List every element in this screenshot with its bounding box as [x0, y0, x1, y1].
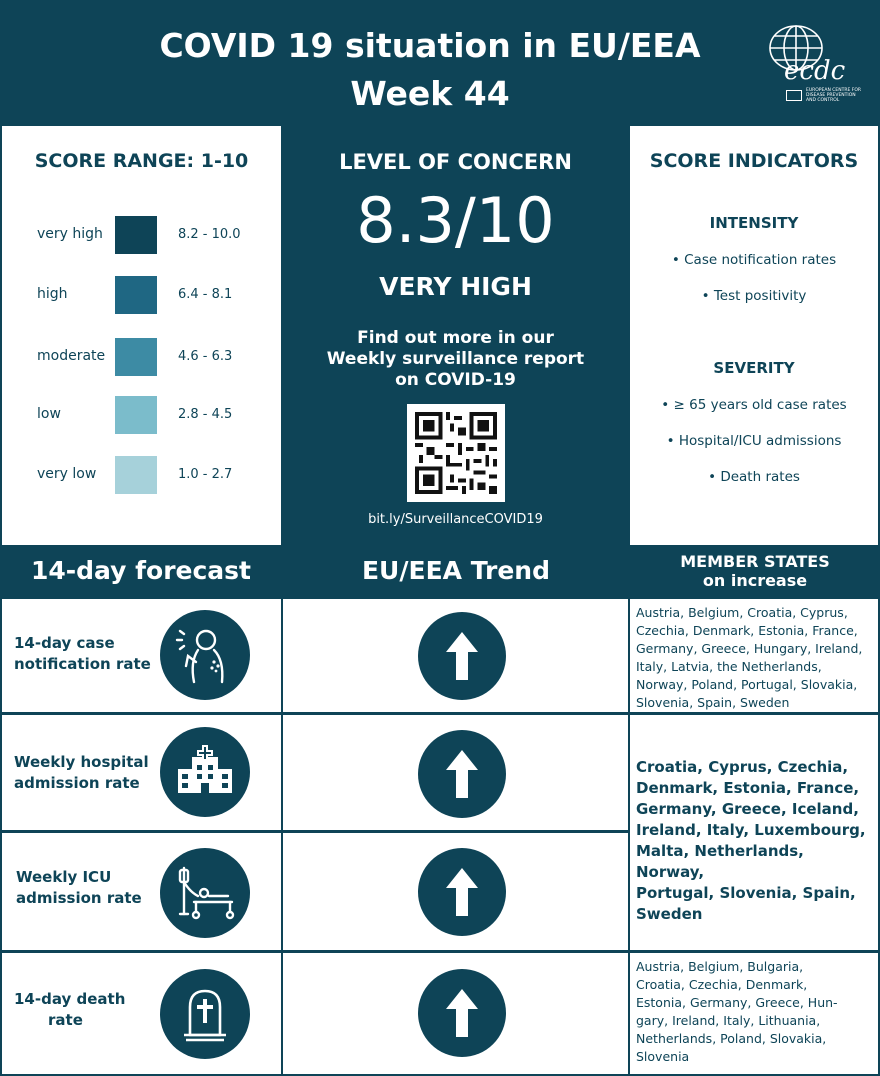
member-states-header — [630, 547, 880, 597]
score-range-panel — [2, 126, 281, 545]
member-states-line: Slovenia — [636, 1049, 690, 1064]
score-level-very-low — [2, 456, 281, 496]
indicator-item: • Death rates — [708, 469, 800, 485]
icu-bed-icon — [160, 848, 250, 938]
member-states-line: Sweden — [636, 905, 703, 923]
find-more-line: Find out more in our — [357, 328, 554, 348]
member-states-hospital-icu — [630, 715, 878, 950]
trend-header: EU/EEA Trend — [361, 556, 550, 585]
row-label — [16, 867, 142, 909]
forecast-row-deaths — [2, 953, 281, 1074]
logo-subtext: EUROPEAN CENTRE FOR DISEASE PREVENTION AND CONTROL — [806, 88, 861, 103]
score-level-range: 1.0 - 2.7 — [178, 467, 233, 482]
member-states-line: Ireland, Italy, Luxembourg, — [636, 821, 866, 839]
score-color-swatch — [115, 396, 157, 434]
member-states-header-line: on increase — [702, 571, 808, 590]
score-indicators-panel — [630, 126, 878, 545]
member-states-line: Austria, Belgium, Bulgaria, — [636, 959, 804, 974]
score-color-swatch — [115, 338, 157, 376]
concern-score: 8.3/10 — [356, 184, 555, 257]
score-color-swatch — [115, 216, 157, 254]
member-states-line: Croatia, Czechia, Denmark, — [636, 977, 808, 992]
score-level-label: low — [37, 406, 61, 422]
member-states-cases — [630, 599, 878, 712]
score-color-swatch — [115, 456, 157, 494]
member-states-line: Germany, Greece, Iceland, — [636, 800, 859, 818]
score-range-title: SCORE RANGE: 1-10 — [34, 150, 249, 172]
member-states-line: Czechia, Denmark, Estonia, France, — [636, 623, 858, 638]
score-level-label: moderate — [37, 348, 106, 364]
member-states-line: gary, Ireland, Italy, Lithuania, — [636, 1013, 821, 1028]
member-states-line: Denmark, Estonia, France, — [636, 779, 860, 797]
level-of-concern-panel — [283, 126, 628, 545]
row-label-line: notification rate — [14, 655, 151, 673]
indicator-item: • Test positivity — [701, 288, 807, 304]
member-states-line: Slovenia, Spain, Sweden — [636, 695, 790, 710]
member-states-line: Italy, Latvia, the Netherlands, — [636, 659, 822, 674]
row-label — [14, 752, 149, 794]
intensity-title: INTENSITY — [709, 214, 799, 232]
score-level-moderate — [2, 338, 281, 378]
forecast-row-hospital — [2, 715, 281, 830]
page-title: COVID 19 situation in EU/EEA — [159, 26, 701, 65]
trend-row-cases — [283, 599, 628, 712]
row-label-line: admission rate — [14, 774, 140, 792]
arrow-up-icon — [418, 848, 506, 936]
arrow-up-icon — [418, 730, 506, 818]
eu-flag-icon — [786, 90, 802, 101]
score-level-range: 4.6 - 6.3 — [178, 349, 233, 364]
indicator-item: • Case notification rates — [671, 252, 837, 268]
row-label-line: admission rate — [16, 889, 142, 907]
member-states-line: Estonia, Germany, Greece, Hun- — [636, 995, 838, 1010]
score-color-swatch — [115, 276, 157, 314]
member-states-line: Croatia, Cyprus, Czechia, — [636, 758, 849, 776]
member-states-list — [636, 757, 872, 925]
score-level-label: very high — [37, 226, 103, 242]
surveillance-link[interactable]: bit.ly/SurveillanceCOVID19 — [368, 512, 543, 527]
score-level-range: 6.4 - 8.1 — [178, 287, 233, 302]
member-states-line: Malta, Netherlands, Norway, — [636, 842, 804, 881]
score-level-low — [2, 396, 281, 436]
gravestone-icon — [160, 969, 250, 1059]
qr-code-icon — [415, 412, 497, 494]
find-more-line: Weekly surveillance report — [326, 349, 585, 369]
find-more-line: on COVID-19 — [395, 370, 516, 390]
qr-code[interactable] — [407, 404, 505, 502]
arrow-up-icon — [418, 969, 506, 1057]
header — [0, 0, 880, 124]
row-label-line: rate — [48, 1011, 83, 1029]
score-level-range: 2.8 - 4.5 — [178, 407, 233, 422]
forecast-row-icu — [2, 833, 281, 950]
row-label — [14, 633, 151, 675]
row-label-line: 14-day case — [14, 634, 115, 652]
trend-row-deaths — [283, 953, 628, 1074]
indicator-item: • ≥ 65 years old case rates — [661, 397, 847, 413]
row-label-line: Weekly hospital — [14, 753, 149, 771]
concern-level: VERY HIGH — [379, 272, 532, 301]
member-states-list — [636, 958, 874, 1066]
forecast-header: 14-day forecast — [30, 556, 252, 585]
member-states-line: Germany, Greece, Hungary, Ireland, — [636, 641, 863, 656]
member-states-line: Norway, Poland, Portugal, Slovakia, — [636, 677, 858, 692]
week-title: Week 44 — [350, 74, 510, 113]
member-states-line: Netherlands, Poland, Slovakia, — [636, 1031, 827, 1046]
score-level-range: 8.2 - 10.0 — [178, 227, 241, 242]
coughing-person-icon — [160, 610, 250, 700]
member-states-list — [636, 604, 874, 712]
score-level-high — [2, 276, 281, 316]
indicators-title: SCORE INDICATORS — [649, 150, 859, 172]
member-states-deaths — [630, 953, 878, 1074]
hospital-icon — [160, 727, 250, 817]
member-states-header-line: MEMBER STATES — [680, 552, 830, 571]
arrow-up-icon — [418, 612, 506, 700]
logo-text: ecdc — [784, 56, 846, 86]
row-label-line: 14-day death — [14, 990, 126, 1008]
find-more-text — [283, 328, 628, 391]
indicator-item: • Hospital/ICU admissions — [666, 433, 842, 449]
member-states-line: Austria, Belgium, Croatia, Cyprus, — [636, 605, 848, 620]
row-label-line: Weekly ICU — [16, 868, 112, 886]
trend-row-icu — [283, 833, 628, 950]
forecast-row-cases — [2, 599, 281, 712]
row-label — [14, 989, 125, 1031]
score-level-label: very low — [37, 466, 97, 482]
severity-title: SEVERITY — [713, 359, 795, 377]
score-level-label: high — [37, 286, 68, 302]
concern-title: LEVEL OF CONCERN — [339, 150, 572, 174]
trend-row-hospital — [283, 715, 628, 830]
score-level-very-high — [2, 216, 281, 256]
member-states-line: Portugal, Slovenia, Spain, — [636, 884, 856, 902]
